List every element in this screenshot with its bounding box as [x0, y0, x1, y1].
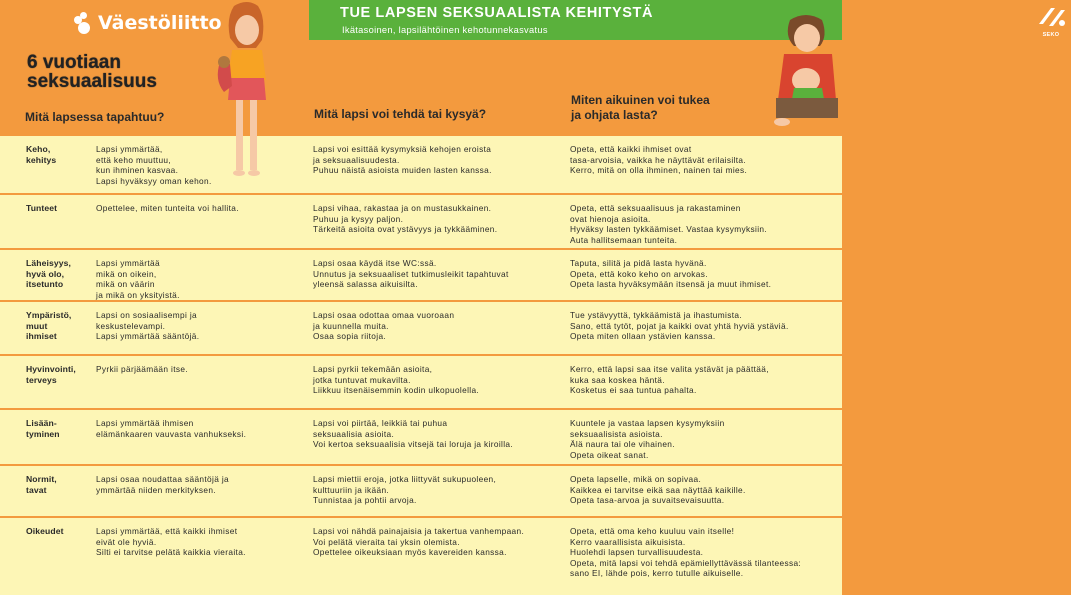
cell-child-action-line: jotka tuntuvat mukavilta. [313, 374, 411, 385]
table-row [0, 464, 842, 516]
row-label-line: Normit, [26, 474, 57, 484]
column-header-2: Mitä lapsi voi tehdä tai kysyä? [314, 107, 487, 121]
row-label [26, 258, 88, 290]
cell-child-action-line: Lapsi pyrkii tekemään asioita, [313, 364, 433, 374]
row-label-line: Oikeudet [26, 526, 64, 536]
cell-child-action-line: Lapsi miettii eroja, jotka liittyvät sukupuoleen, [313, 474, 497, 484]
cell-adult-support-line: Opeta, että koko keho on arvokas. [570, 268, 708, 279]
cell-adult-support-line: Kosketus ei saa tuntua pahalta. [570, 385, 697, 396]
cell-child-action-line: Lapsi voi piirtää, leikkiä tai puhua [313, 418, 448, 428]
cell-adult-support-line: Tue ystävyyttä, tykkäämistä ja ihastumista. [570, 310, 742, 320]
cell-happening-line: Lapsi on sosiaalisempi ja [96, 310, 197, 320]
cell-adult-support [570, 144, 835, 176]
column-header-1: Mitä lapsessa tapahtuu? [25, 110, 165, 124]
cell-child-action [313, 526, 558, 558]
cell-happening-line: Opettelee, miten tunteita voi hallita. [96, 203, 239, 213]
cell-happening-line: Silti ei tarvitse pelätä kaikkia vieraita. [96, 547, 246, 558]
header-banner [309, 0, 1060, 40]
cell-happening-line: ymmärtää niiden merkityksen. [96, 484, 217, 495]
seko-label: SEKO [1042, 32, 1060, 38]
cell-happening-line: eivät ole hyviä. [96, 536, 157, 547]
cell-adult-support-line: Opeta lasta hyväksymään itsensä ja muut ihmiset. [570, 279, 772, 290]
cell-child-action-line: Liikkuu itsenäisemmin kodin ulkopuolella. [313, 385, 480, 396]
cell-adult-support [570, 418, 835, 460]
row-label [26, 203, 88, 214]
column-header-3-line1: Miten aikuinen voi tukea [571, 93, 710, 107]
cell-happening [96, 258, 296, 300]
cell-adult-support-line: Kerro vaarallisista aikuisista. [570, 536, 686, 547]
row-label-line: terveys [26, 374, 57, 385]
cell-adult-support-line: Opeta, että seksuaalisuus ja rakastaminen [570, 203, 741, 213]
cell-adult-support-line: Sano, että tytöt, pojat ja kaikki ovat yhtä hyviä ystäviä. [570, 320, 789, 331]
cell-adult-support-line: Opeta tasa-arvoa ja suvaitsevaisuutta. [570, 495, 725, 506]
girl-illustration [212, 0, 282, 190]
logo-text: Väestöliitto [98, 12, 222, 34]
row-label-line: Läheisyys, [26, 258, 71, 268]
cell-happening-line: Lapsi hyväksyy oman kehon. [96, 175, 212, 186]
cell-happening [96, 310, 296, 342]
cell-happening-line: Lapsi ymmärtää sääntöjä. [96, 331, 200, 342]
page-title-line1: 6 vuotiaan [27, 52, 121, 73]
cell-happening [96, 418, 296, 439]
page-title [27, 53, 157, 91]
cell-adult-support-line: tasa-arvoisia, vaikka he näyttävät erilaisilta. [570, 154, 747, 165]
cell-child-action-line: kulttuuriin ja ikään. [313, 484, 390, 495]
table-row [0, 193, 842, 248]
cell-happening-line: Lapsi ymmärtää, että kaikki ihmiset [96, 526, 238, 536]
cell-adult-support-line: Kerro, mitä on olla ihminen, nainen tai mies. [570, 165, 748, 176]
cell-adult-support-line: sano EI, lähde pois, kerro tutulle aikuiselle. [570, 568, 744, 579]
cell-adult-support-line: ovat hienoja asioita. [570, 213, 651, 224]
cell-adult-support-line: Kerro, että lapsi saa itse valita ystävät ja päättää, [570, 364, 769, 374]
logo-bubbles-icon [74, 12, 96, 34]
cell-child-action-line: Lapsi osaa odottaa omaa vuoroaan [313, 310, 455, 320]
cell-adult-support [570, 526, 835, 579]
cell-adult-support [570, 364, 835, 396]
cell-child-action-line: Puhuu ja kysyy paljon. [313, 213, 404, 224]
cell-child-action [313, 258, 558, 290]
cell-adult-support-line: Opeta oikeat sanat. [570, 449, 649, 460]
page-title-line2: seksuaalisuus [27, 71, 157, 92]
cell-child-action [313, 203, 558, 235]
cell-adult-support [570, 474, 835, 506]
row-label-line: Hyvinvointi, [26, 364, 76, 374]
table-row [0, 248, 842, 300]
cell-child-action-line: Lapsi voi esittää kysymyksiä kehojen eroista [313, 144, 492, 154]
column-header-3 [571, 93, 710, 123]
row-label [26, 144, 88, 165]
cell-child-action-line: Puhuu näistä asioista muiden lasten kanssa. [313, 165, 492, 176]
table-row [0, 408, 842, 464]
cell-happening-line: Lapsi ymmärtää [96, 258, 160, 268]
cell-happening [96, 526, 296, 558]
cell-child-action [313, 474, 558, 506]
cell-happening-line: mikä on väärin [96, 279, 155, 290]
cell-adult-support-line: Kuuntele ja vastaa lapsen kysymyksiin [570, 418, 725, 428]
row-label [26, 310, 88, 342]
row-label [26, 418, 88, 439]
banner-subtitle: Ikätasoinen, lapsilähtöinen kehotunnekasvatus [342, 25, 548, 35]
cell-happening-line: Lapsi osaa noudattaa sääntöjä ja [96, 474, 229, 484]
cell-adult-support-line: Opeta, mitä lapsi voi tehdä epämiellyttävässä tilanteessa: [570, 557, 802, 568]
row-label-line: Tunteet [26, 203, 58, 213]
cell-child-action [313, 144, 558, 176]
cell-child-action-line: yleensä salassa aikuisilta. [313, 279, 418, 290]
vaestoliitto-logo [74, 12, 222, 34]
cell-child-action-line: Tärkeitä asioita ovat ystävyys ja tykkääminen. [313, 224, 498, 235]
row-label-line: Lisään- [26, 418, 57, 428]
cell-happening-line: keskustelevampi. [96, 320, 166, 331]
cell-adult-support-line: Opeta, että kaikki ihmiset ovat [570, 144, 692, 154]
cell-adult-support-line: Kaikkea ei tarvitse eikä saa näyttää kaikille. [570, 484, 746, 495]
cell-adult-support-line: Auta hallitsemaan tunteita. [570, 234, 678, 245]
cell-adult-support-line: Opeta lapselle, mikä on sopivaa. [570, 474, 702, 484]
table-row [0, 300, 842, 354]
row-label [26, 364, 88, 385]
cell-child-action [313, 310, 558, 342]
cell-happening-line: mikä on oikein, [96, 268, 157, 279]
row-label [26, 526, 88, 537]
cell-child-action-line: Lapsi osaa käydä itse WC:ssä. [313, 258, 437, 268]
cell-adult-support-line: seksuaalisista asioista. [570, 428, 663, 439]
cell-adult-support-line: Taputa, silitä ja pidä lasta hyvänä. [570, 258, 707, 268]
cell-happening-line: Lapsi ymmärtää, [96, 144, 163, 154]
row-label-line: itsetunto [26, 279, 64, 290]
table-row [0, 136, 842, 193]
table-row [0, 516, 842, 595]
banner-title: TUE LAPSEN SEKSUAALISTA KEHITYSTÄ [340, 5, 654, 21]
row-label-line: Keho, [26, 144, 51, 154]
seko-logo [1031, 4, 1071, 38]
cell-happening [96, 364, 296, 375]
cell-child-action-line: Osaa sopia riitoja. [313, 331, 387, 342]
cell-adult-support-line: Huolehdi lapsen turvallisuudesta. [570, 547, 704, 558]
row-label-line: Ympäristö, [26, 310, 72, 320]
cell-adult-support-line: Hyväksy lasten tykkäämiset. Vastaa kysymyksiin. [570, 224, 768, 235]
cell-adult-support [570, 203, 835, 245]
children-illustration [770, 10, 842, 138]
cell-child-action-line: Unnutus ja seksuaaliset tutkimusleikit tapahtuvat [313, 268, 509, 279]
cell-child-action-line: ja kuunnella muita. [313, 320, 389, 331]
cell-child-action [313, 418, 558, 450]
cell-happening-line: kun ihminen kasvaa. [96, 165, 179, 176]
column-header-3-line2: ja ohjata lasta? [571, 108, 658, 122]
cell-happening [96, 474, 296, 495]
cell-happening [96, 203, 296, 214]
cell-adult-support [570, 258, 835, 290]
cell-happening-line: ja mikä on yksityistä. [96, 289, 180, 300]
row-label-line: tavat [26, 484, 47, 495]
cell-child-action-line: Voi pelätä vieraita tai yksin olemista. [313, 536, 460, 547]
cell-adult-support-line: kuka saa koskea häntä. [570, 374, 665, 385]
cell-adult-support-line: Opeta miten ollaan ystävien kanssa. [570, 331, 716, 342]
cell-happening-line: Pyrkii pärjäämään itse. [96, 364, 188, 374]
cell-child-action [313, 364, 558, 396]
cell-adult-support-line: Opeta, että oma keho kuuluu vain itselle! [570, 526, 735, 536]
table-row [0, 354, 842, 408]
cell-child-action-line: Voi kertoa seksuaalisia vitsejä tai loruja ja kiroilla. [313, 439, 514, 450]
row-label-line: tyminen [26, 428, 60, 439]
cell-adult-support-line: Älä naura tai ole vihainen. [570, 439, 675, 450]
cell-adult-support [570, 310, 835, 342]
cell-happening-line: Lapsi ymmärtää ihmisen [96, 418, 194, 428]
seko-emblem-icon [1031, 4, 1071, 30]
cell-child-action-line: ja seksuaalisuudesta. [313, 154, 400, 165]
cell-happening-line: että keho muuttuu, [96, 154, 172, 165]
row-label-line: ihmiset [26, 331, 57, 342]
cell-child-action-line: Lapsi voi nähdä painajaisia ja takertua vanhempaan. [313, 526, 525, 536]
row-label-line: hyvä olo, [26, 268, 65, 279]
row-label-line: kehitys [26, 154, 57, 165]
cell-child-action-line: Opettelee oikeuksiaan myös kavereiden kanssa. [313, 547, 507, 558]
cell-child-action-line: Tunnistaa ja pohtii arvoja. [313, 495, 417, 506]
row-label [26, 474, 88, 495]
row-label-line: muut [26, 320, 48, 331]
cell-happening-line: elämänkaaren vauvasta vanhukseksi. [96, 428, 247, 439]
development-table [0, 136, 842, 595]
cell-child-action-line: seksuaalisia asioita. [313, 428, 395, 439]
cell-child-action-line: Lapsi vihaa, rakastaa ja on mustasukkainen. [313, 203, 492, 213]
